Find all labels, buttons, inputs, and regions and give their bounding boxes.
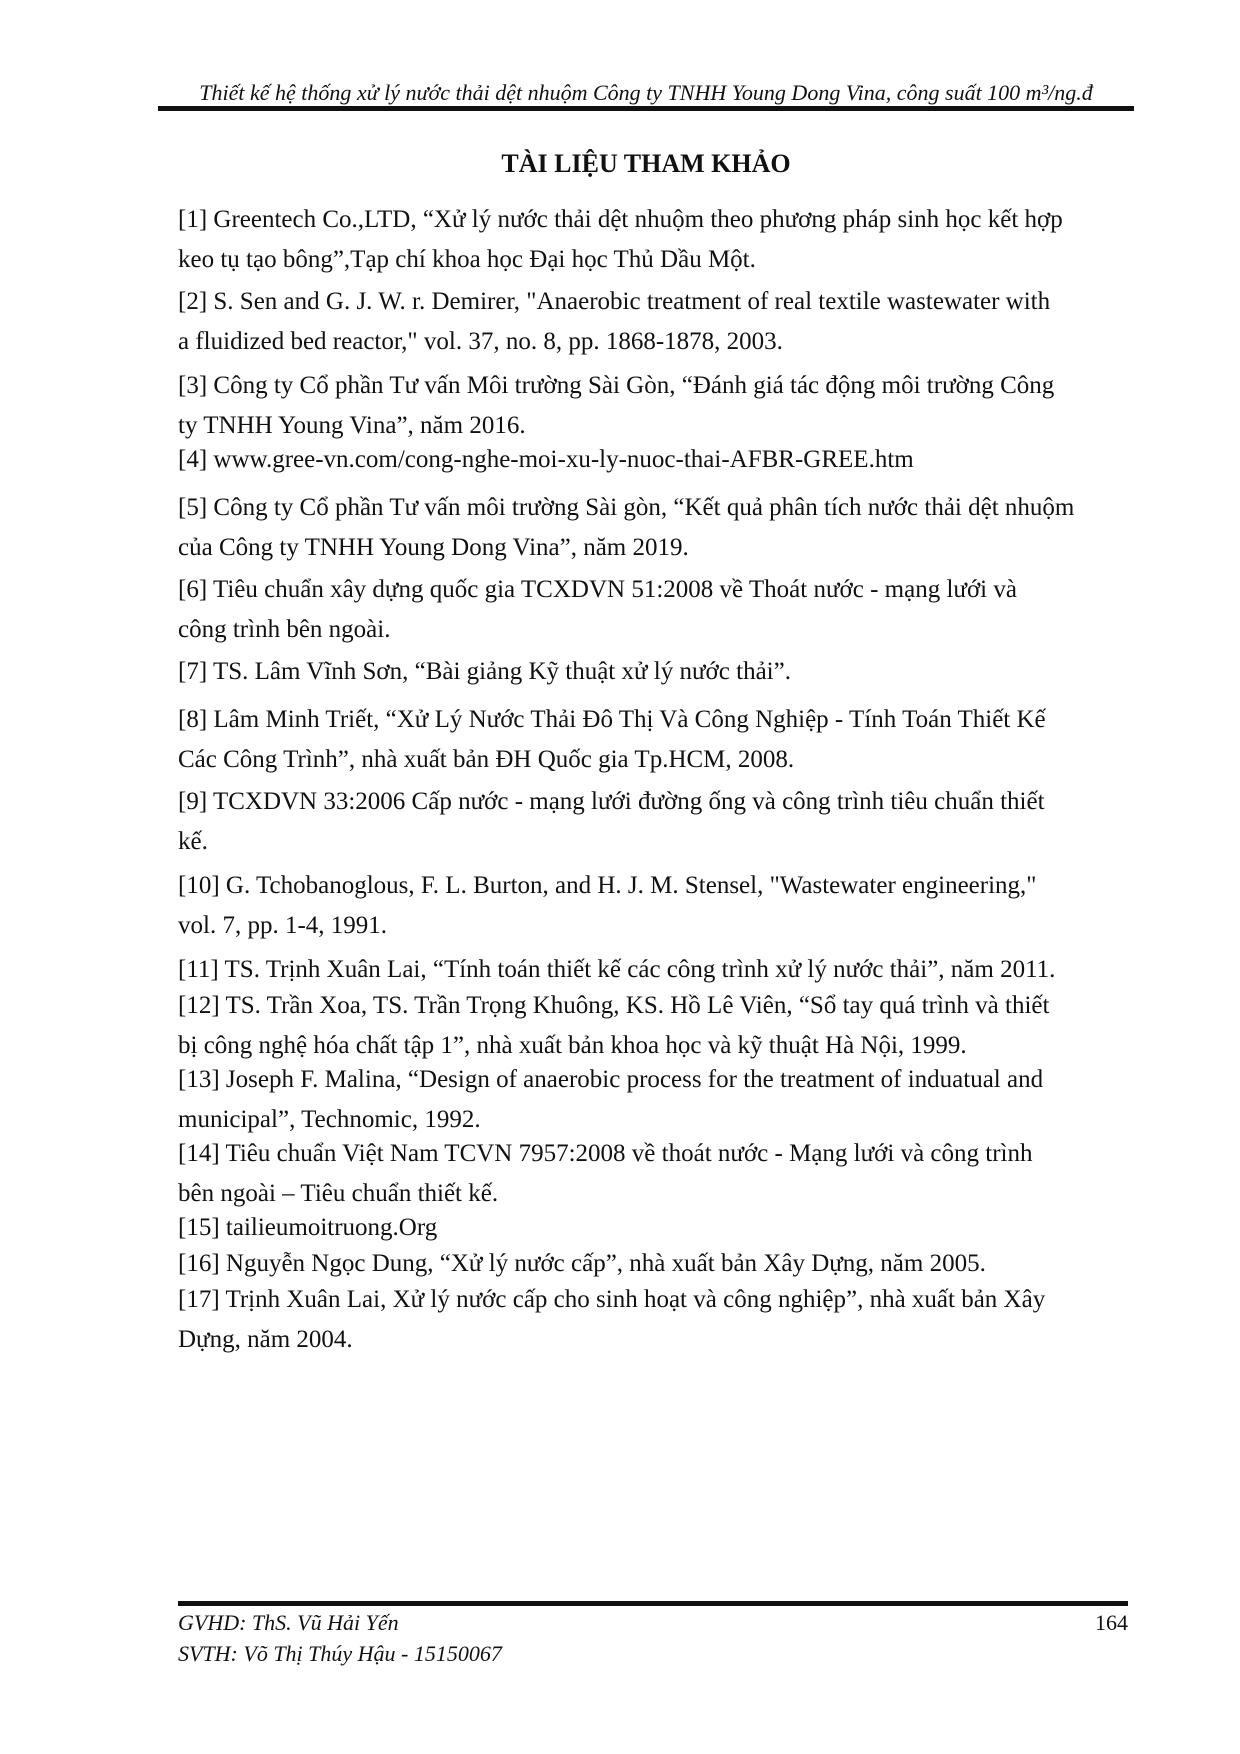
reference-line: [16] Nguyễn Ngọc Dung, “Xử lý nước cấp”, nhà xuất bản Xây Dựng, năm 2005. [178, 1250, 986, 1277]
reference-line: [8] Lâm Minh Triết, “Xử Lý Nước Thải Đô Thị Và Công Nghiệp - Tính Toán Thiết Kế [178, 706, 1046, 733]
reference-line: keo tụ tạo bông”,Tạp chí khoa học Đại học Thủ Dầu Một. [178, 246, 756, 273]
footer-credits [178, 1607, 502, 1669]
reference-item [178, 282, 1128, 362]
reference-line: [6] Tiêu chuẩn xây dựng quốc gia TCXDVN 51:2008 về Thoát nước - mạng lưới và [178, 576, 1017, 603]
student-name: SVTH: Võ Thị Thúy Hậu - 15150067 [178, 1641, 502, 1666]
reference-item [178, 488, 1128, 568]
reference-item [178, 1060, 1128, 1140]
header-divider [158, 106, 1134, 111]
reference-line: [9] TCXDVN 33:2006 Cấp nước - mạng lưới đường ống và công trình tiêu chuẩn thiết [178, 788, 1045, 815]
reference-line: [12] TS. Trần Xoa, TS. Trần Trọng Khuông, KS. Hồ Lê Viên, “Sổ tay quá trình và thiết [178, 992, 1050, 1019]
reference-line: Dựng, năm 2004. [178, 1326, 353, 1353]
reference-line: municipal”, Technomic, 1992. [178, 1106, 481, 1133]
reference-line: [2] S. Sen and G. J. W. r. Demirer, "Anaerobic treatment of real textile wastewater with [178, 288, 1051, 315]
reference-line: bên ngoài – Tiêu chuẩn thiết kế. [178, 1180, 499, 1207]
reference-line: [7] TS. Lâm Vĩnh Sơn, “Bài giảng Kỹ thuật xử lý nước thải”. [178, 658, 791, 685]
reference-item [178, 782, 1128, 862]
reference-item [178, 1244, 1128, 1284]
reference-item [178, 652, 1128, 692]
advisor-name: GVHD: ThS. Vũ Hải Yến [178, 1610, 399, 1635]
reference-line: công trình bên ngoài. [178, 616, 391, 643]
reference-line: [15] tailieumoitruong.Org [178, 1214, 438, 1241]
reference-item [178, 866, 1128, 946]
reference-item [178, 1280, 1128, 1360]
reference-line: kế. [178, 828, 208, 855]
reference-line: [1] Greentech Co.,LTD, “Xử lý nước thải dệt nhuộm theo phương pháp sinh học kết hợp [178, 206, 1063, 233]
reference-item [178, 1208, 1128, 1248]
footer-divider [178, 1601, 1128, 1606]
reference-line: [10] G. Tchobanoglous, F. L. Burton, and H. J. M. Stensel, "Wastewater engineering," [178, 872, 1037, 899]
reference-line: vol. 7, pp. 1-4, 1991. [178, 912, 388, 939]
reference-line: [4] www.gree-vn.com/cong-nghe-moi-xu-ly-nuoc-thai-AFBR-GREE.htm [178, 446, 914, 473]
reference-line: [13] Joseph F. Malina, “Design of anaerobic process for the treatment of induatual and [178, 1066, 1044, 1093]
reference-line: [11] TS. Trịnh Xuân Lai, “Tính toán thiết kế các công trình xử lý nước thải”, năm 2011. [178, 956, 1056, 983]
running-header: Thiết kế hệ thống xử lý nước thải dệt nhuộm Công ty TNHH Young Dong Vina, công suất 100 m³/ng.đ [199, 80, 1093, 105]
reference-item [178, 366, 1128, 446]
reference-item [178, 440, 1128, 480]
reference-line: bị công nghệ hóa chất tập 1”, nhà xuất bản khoa học và kỹ thuật Hà Nội, 1999. [178, 1032, 967, 1059]
reference-line: ty TNHH Young Vina”, năm 2016. [178, 412, 526, 439]
reference-item [178, 986, 1128, 1066]
reference-item [178, 700, 1128, 780]
reference-line: [14] Tiêu chuẩn Việt Nam TCVN 7957:2008 về thoát nước - Mạng lưới và công trình [178, 1140, 1033, 1167]
reference-item [178, 950, 1128, 990]
reference-line: của Công ty TNHH Young Dong Vina”, năm 2019. [178, 534, 689, 561]
reference-line: [5] Công ty Cổ phần Tư vấn môi trường Sài gòn, “Kết quả phân tích nước thải dệt nhuộm [178, 494, 1075, 521]
page-title: TÀI LIỆU THAM KHẢO [501, 149, 791, 178]
reference-line: Các Công Trình”, nhà xuất bản ĐH Quốc gia Tp.HCM, 2008. [178, 746, 795, 773]
reference-line: [3] Công ty Cổ phần Tư vấn Môi trường Sài Gòn, “Đánh giá tác động môi trường Công [178, 372, 1055, 399]
page-number: 164 [1095, 1610, 1128, 1635]
reference-item [178, 570, 1128, 650]
reference-line: a fluidized bed reactor," vol. 37, no. 8, pp. 1868-1878, 2003. [178, 328, 783, 355]
reference-item [178, 200, 1128, 280]
reference-item [178, 1134, 1128, 1214]
reference-line: [17] Trịnh Xuân Lai, Xử lý nước cấp cho sinh hoạt và công nghiệp”, nhà xuất bản Xây [178, 1286, 1046, 1313]
